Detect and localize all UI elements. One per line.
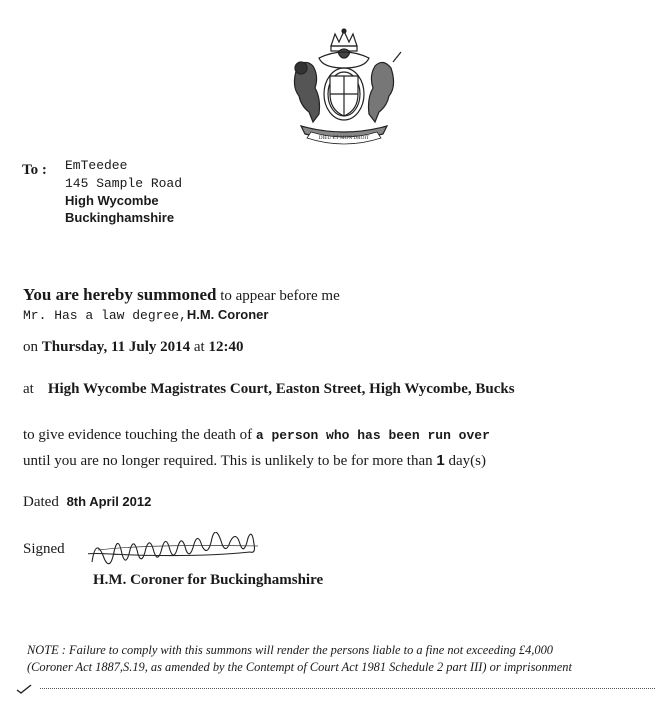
recipient-street: 145 Sample Road bbox=[65, 176, 183, 191]
coroner-title: H.M. Coroner bbox=[186, 307, 269, 322]
royal-coat-of-arms-icon bbox=[283, 28, 405, 146]
dated-value: 8th April 2012 bbox=[66, 494, 152, 509]
summons-lead: You are hereby summoned bbox=[23, 285, 217, 304]
summons-lead-rest: to appear before me bbox=[220, 288, 340, 304]
dated-label: Dated bbox=[23, 494, 59, 510]
deceased-description: a person who has been run over bbox=[255, 428, 490, 443]
handwritten-signature bbox=[88, 532, 270, 572]
evidence-prefix: to give evidence touching the death of bbox=[23, 427, 253, 443]
signature-title: H.M. Coroner for Buckinghamshire bbox=[93, 572, 324, 588]
coroner-line bbox=[23, 307, 268, 323]
venue: High Wycombe Magistrates Court, Easton Street, High Wycombe, Bucks bbox=[47, 381, 515, 397]
crest-motto: DIEU ET MON DROIT bbox=[318, 135, 370, 141]
at-time-label: at bbox=[193, 339, 205, 355]
at-label: at bbox=[23, 381, 34, 397]
recipient-name: EmTeedee bbox=[65, 158, 128, 173]
to-label: To : bbox=[22, 162, 47, 178]
duration-value: 1 bbox=[436, 452, 445, 469]
hearing-date-line bbox=[23, 339, 243, 356]
tick-mark-icon bbox=[16, 684, 32, 694]
coroner-name: Mr. Has a law degree, bbox=[23, 308, 187, 323]
venue-line bbox=[23, 381, 515, 398]
note-line-1: NOTE : Failure to comply with this summons will render the persons liable to a fine not exceeding £4,000 bbox=[27, 643, 553, 657]
summons-heading bbox=[23, 285, 340, 305]
evidence-line bbox=[23, 427, 490, 444]
hearing-date: Thursday, 11 July 2014 bbox=[41, 339, 191, 355]
recipient-county: Buckinghamshire bbox=[65, 210, 175, 225]
duration-line bbox=[23, 452, 486, 470]
dotted-divider bbox=[40, 688, 655, 689]
signed-label: Signed bbox=[23, 541, 65, 557]
note-line-2: (Coroner Act 1887,S.19, as amended by the Contempt of Court Act 1981 Schedule 2 part III) or imprisonment bbox=[27, 660, 572, 674]
duration-prefix: until you are no longer required. This is unlikely to be for more than bbox=[23, 453, 433, 469]
duration-suffix: day(s) bbox=[448, 453, 486, 469]
dated-line bbox=[23, 494, 151, 511]
on-label: on bbox=[23, 339, 38, 355]
recipient-town: High Wycombe bbox=[65, 193, 159, 208]
hearing-time: 12:40 bbox=[208, 339, 244, 355]
